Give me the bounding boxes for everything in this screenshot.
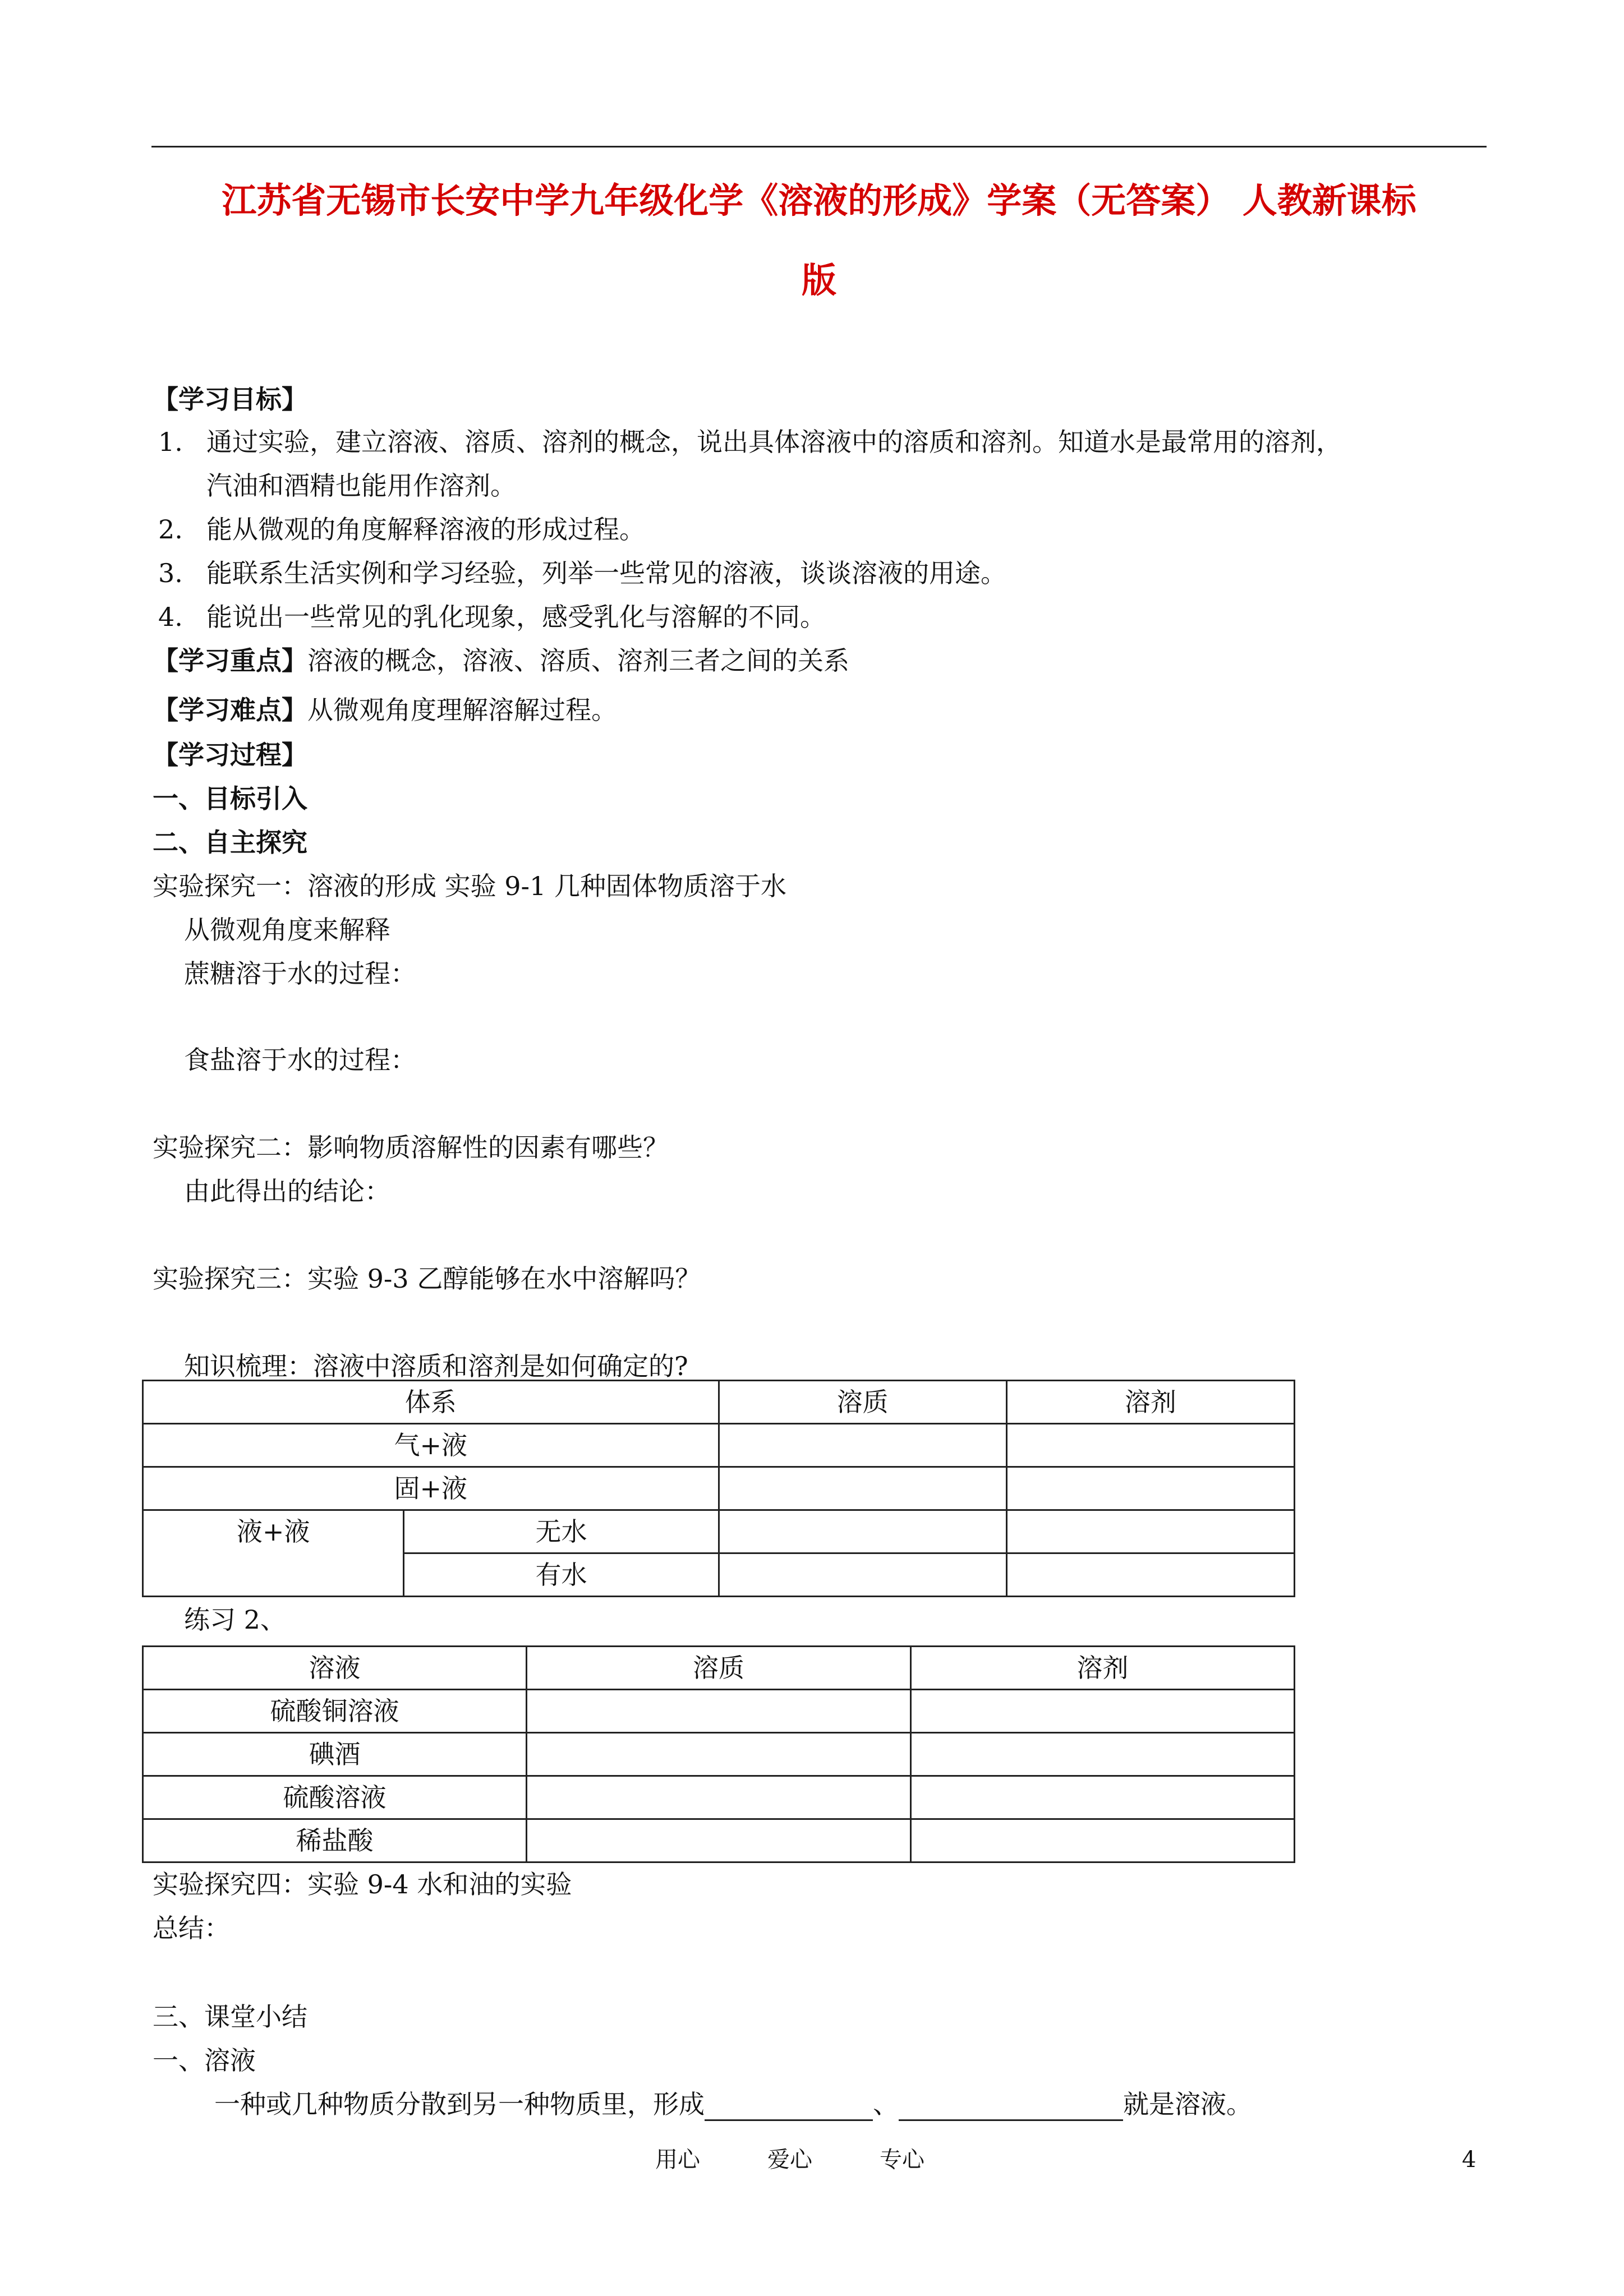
table-row bbox=[143, 1510, 1295, 1553]
experiment-1-line-1: 从微观角度来解释 bbox=[184, 915, 390, 945]
top-rule bbox=[151, 146, 1487, 147]
table-row bbox=[143, 1819, 1295, 1862]
row-with-water: 有水 bbox=[404, 1553, 719, 1597]
row-sulfuric-acid: 硫酸溶液 bbox=[143, 1776, 527, 1819]
key-point bbox=[153, 644, 849, 677]
blank-cell[interactable] bbox=[527, 1690, 911, 1733]
goal-4-text: 能说出一些常见的乳化现象，感受乳化与溶解的不同。 bbox=[206, 602, 826, 632]
table-row bbox=[143, 1424, 1295, 1467]
solution-heading: 一、溶液 bbox=[153, 2045, 256, 2076]
experiment-4-title: 实验探究四：实验 9-4 水和油的实验 bbox=[153, 1869, 572, 1899]
table-header-solution: 溶液 bbox=[143, 1647, 527, 1690]
blank-cell[interactable] bbox=[527, 1819, 911, 1862]
row-dilute-hydrochloric: 稀盐酸 bbox=[143, 1819, 527, 1862]
difficulty-label: 【学习难点】 bbox=[153, 695, 307, 725]
goal-2-text: 能从微观的角度解释溶液的形成过程。 bbox=[206, 514, 645, 545]
blank-cell[interactable] bbox=[719, 1467, 1006, 1510]
section-heading-3: 三、课堂小结 bbox=[153, 2002, 307, 2032]
definition-separator: 、 bbox=[873, 2089, 899, 2119]
blank-cell[interactable] bbox=[910, 1733, 1294, 1776]
blank-cell[interactable] bbox=[527, 1776, 911, 1819]
table-header-solvent: 溶剂 bbox=[910, 1647, 1294, 1690]
row-liquid-liquid: 液+液 bbox=[143, 1510, 404, 1597]
table-row bbox=[143, 1776, 1295, 1819]
key-point-text: 溶液的概念，溶液、溶质、溶剂三者之间的关系 bbox=[307, 646, 849, 676]
table-row bbox=[143, 1733, 1295, 1776]
goal-3-number: 3. bbox=[158, 558, 183, 588]
section-heading-1: 一、目标引入 bbox=[153, 783, 307, 814]
row-copper-sulfate: 硫酸铜溶液 bbox=[143, 1690, 527, 1733]
process-heading: 【学习过程】 bbox=[153, 740, 307, 770]
goal-1-text: 通过实验，建立溶液、溶质、溶剂的概念，说出具体溶液中的溶质和溶剂。知道水是最常用的溶剂， bbox=[206, 427, 1342, 457]
blank-cell[interactable] bbox=[910, 1819, 1294, 1862]
blank-cell[interactable] bbox=[1006, 1467, 1294, 1510]
definition-prefix: 一种或几种物质分散到另一种物质里，形成 bbox=[214, 2089, 705, 2119]
page-number: 4 bbox=[1462, 2147, 1476, 2173]
blank-cell[interactable] bbox=[527, 1733, 911, 1776]
experiment-1-line-2: 蔗糖溶于水的过程： bbox=[184, 958, 416, 989]
blank-cell[interactable] bbox=[1006, 1553, 1294, 1597]
experiment-1-title: 实验探究一：溶液的形成 实验 9-1 几种固体物质溶于水 bbox=[153, 871, 786, 901]
footer-word-2: 爱心 bbox=[767, 2147, 812, 2173]
table-header-system: 体系 bbox=[143, 1381, 719, 1424]
footer-word-1: 用心 bbox=[655, 2147, 700, 2173]
table-header-solvent: 溶剂 bbox=[1006, 1381, 1294, 1424]
blank-cell[interactable] bbox=[1006, 1424, 1294, 1467]
goals-heading: 【学习目标】 bbox=[153, 384, 307, 414]
table-row bbox=[143, 1467, 1295, 1510]
fill-blank-2[interactable] bbox=[899, 2090, 1123, 2121]
row-gas-liquid: 气+液 bbox=[143, 1424, 719, 1467]
solute-solvent-table bbox=[142, 1380, 1295, 1597]
knowledge-summary: 知识梳理：溶液中溶质和溶剂是如何确定的? bbox=[184, 1351, 688, 1381]
blank-cell[interactable] bbox=[910, 1690, 1294, 1733]
difficulty bbox=[153, 693, 617, 727]
row-solid-liquid: 固+液 bbox=[143, 1467, 719, 1510]
practice-table bbox=[142, 1645, 1295, 1863]
solution-definition bbox=[214, 2087, 1252, 2121]
experiment-2-line-1: 由此得出的结论： bbox=[184, 1176, 390, 1206]
row-no-water: 无水 bbox=[404, 1510, 719, 1553]
row-iodine-tincture: 碘酒 bbox=[143, 1733, 527, 1776]
table-header-solute: 溶质 bbox=[527, 1647, 911, 1690]
goal-1-number: 1. bbox=[158, 427, 183, 457]
blank-cell[interactable] bbox=[719, 1424, 1006, 1467]
practice-2-label: 练习 2、 bbox=[184, 1605, 286, 1635]
goal-2-number: 2. bbox=[158, 514, 183, 545]
goal-3-text: 能联系生活实例和学习经验，列举一些常见的溶液，谈谈溶液的用途。 bbox=[206, 558, 1006, 588]
section-heading-2: 二、自主探究 bbox=[153, 827, 307, 857]
table-row bbox=[143, 1381, 1295, 1424]
blank-cell[interactable] bbox=[719, 1510, 1006, 1553]
blank-cell[interactable] bbox=[910, 1776, 1294, 1819]
experiment-1-line-3: 食盐溶于水的过程： bbox=[184, 1045, 416, 1075]
table-row bbox=[143, 1690, 1295, 1733]
blank-cell[interactable] bbox=[719, 1553, 1006, 1597]
fill-blank-1[interactable] bbox=[705, 2090, 873, 2121]
key-point-label: 【学习重点】 bbox=[153, 646, 307, 676]
definition-suffix: 就是溶液。 bbox=[1123, 2089, 1252, 2119]
table-row bbox=[143, 1647, 1295, 1690]
goal-1-continuation: 汽油和酒精也能用作溶剂。 bbox=[206, 471, 516, 501]
document-title-line-2: 版 bbox=[801, 260, 836, 301]
experiment-4-summary: 总结： bbox=[153, 1913, 230, 1943]
document-title-line-1: 江苏省无锡市长安中学九年级化学《溶液的形成》学案（无答案） 人教新课标 bbox=[222, 180, 1416, 221]
blank-cell[interactable] bbox=[1006, 1510, 1294, 1553]
difficulty-text: 从微观角度理解溶解过程。 bbox=[307, 695, 617, 725]
experiment-3-title: 实验探究三：实验 9-3 乙醇能够在水中溶解吗？ bbox=[153, 1264, 701, 1294]
table-header-solute: 溶质 bbox=[719, 1381, 1006, 1424]
footer-word-3: 专心 bbox=[880, 2147, 924, 2173]
goal-4-number: 4. bbox=[158, 602, 183, 632]
experiment-2-title: 实验探究二：影响物质溶解性的因素有哪些？ bbox=[153, 1132, 669, 1163]
